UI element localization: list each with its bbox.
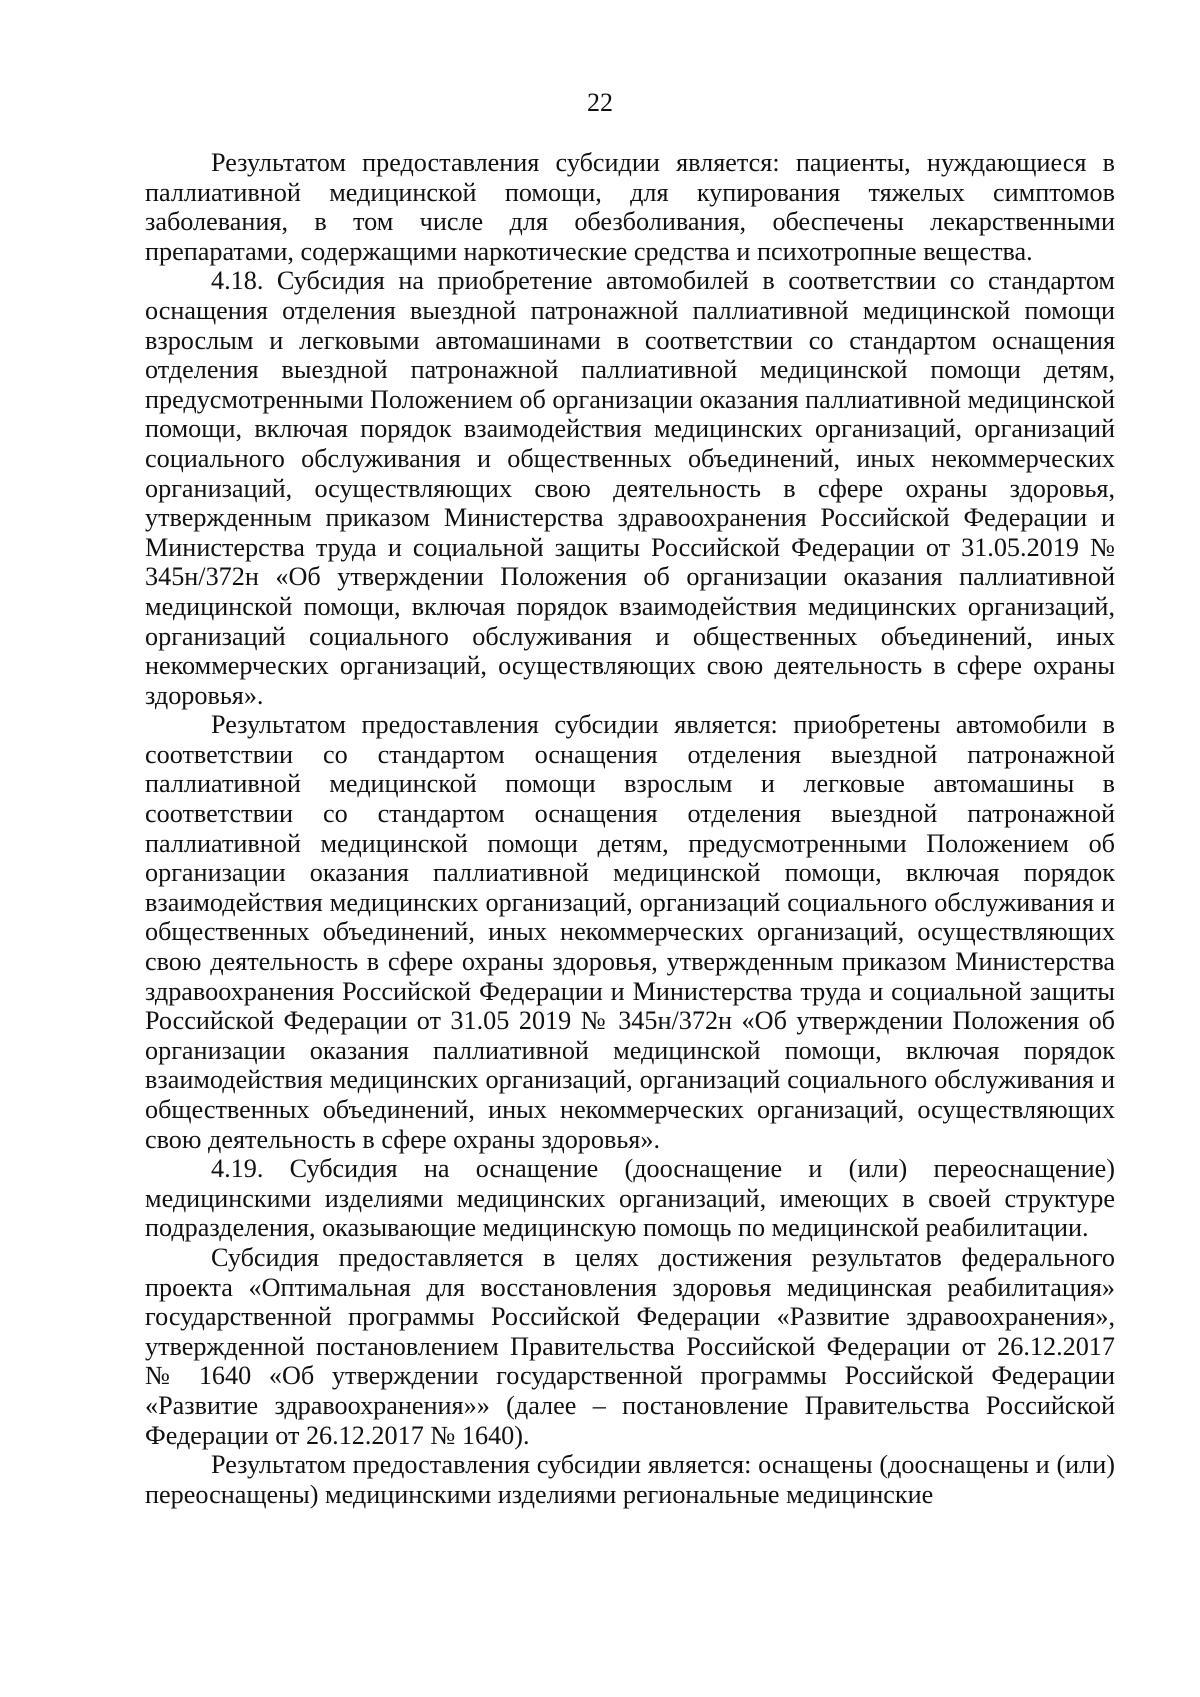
paragraph-result-palliative-drugs: Результатом предоставления субсидии является: пациенты, нуждающиеся в паллиативной медицинской помощи, для купирования тяжелых симптомов заболевания, в том числе для обезболивания, обеспечены лекарственными препаратами, содержащими наркотические средства и психотропные вещества. [145, 148, 1115, 266]
paragraph-subsidy-purpose: Субсидия предоставляется в целях достижения результатов федерального проекта «Оптимальная для восстановления здоровья медицинская реабилитация» государственной программы Российской Федерации «Развитие здравоохранения», утвержденной постановлением Правительства Российской Федерации от 26.12.2017 № 1640 «Об утверждении государственной программы Российской Федерации «Развитие здравоохранения»» (далее – постановление Правительства Российской Федерации от 26.12.2017 № 1640). [145, 1242, 1115, 1450]
paragraph-result-vehicles: Результатом предоставления субсидии является: приобретены автомобили в соответствии со стандартом оснащения отделения выездной патронажной паллиативной медицинской помощи взрослым и легковые автомашины в соответствии со стандартом оснащения отделения выездной патронажной паллиативной медицинской помощи детям, предусмотренными Положением об организации оказания паллиативной медицинской помощи, включая порядок взаимодействия медицинских организаций, организаций социального обслуживания и общественных объединений, иных некоммерческих организаций, осуществляющих свою деятельность в сфере охраны здоровья, утвержденным приказом Министерства здравоохранения Российской Федерации и Министерства труда и социальной защиты Российской Федерации от 31.05 2019 № 345н/372н «Об утверждении Положения об организации оказания паллиативной медицинской помощи, включая порядок взаимодействия медицинских организаций, организаций социального обслуживания и общественных объединений, иных некоммерческих организаций, осуществляющих свою деятельность в сфере охраны здоровья». [145, 710, 1115, 1154]
document-body [145, 148, 1115, 1509]
paragraph-result-equipment: Результатом предоставления субсидии является: оснащены (дооснащены и (или) переоснащены) медицинскими изделиями региональные медицинские [145, 1450, 1115, 1509]
page-number: 22 [587, 88, 613, 117]
paragraph-4-19-medical-equipment-subsidy: 4.19. Субсидия на оснащение (дооснащение и (или) переоснащение) медицинскими изделиями медицинских организаций, имеющих в своей структуре подразделения, оказывающие медицинскую помощь по медицинской реабилитации. [145, 1154, 1115, 1243]
paragraph-4-18-vehicles-subsidy: 4.18. Субсидия на приобретение автомобилей в соответствии со стандартом оснащения отделения выездной патронажной паллиативной медицинской помощи взрослым и легковыми автомашинами в соответствии со стандартом оснащения отделения выездной патронажной паллиативной медицинской помощи детям, предусмотренными Положением об организации оказания паллиативной медицинской помощи, включая порядок взаимодействия медицинских организаций, организаций социального обслуживания и общественных объединений, иных некоммерческих организаций, осуществляющих свою деятельность в сфере охраны здоровья, утвержденным приказом Министерства здравоохранения Российской Федерации и Министерства труда и социальной защиты Российской Федерации от 31.05.2019 № 345н/372н «Об утверждении Положения об организации оказания паллиативной медицинской помощи, включая порядок взаимодействия медицинских организаций, организаций социального обслуживания и общественных объединений, иных некоммерческих организаций, осуществляющих свою деятельность в сфере охраны здоровья». [145, 266, 1115, 710]
